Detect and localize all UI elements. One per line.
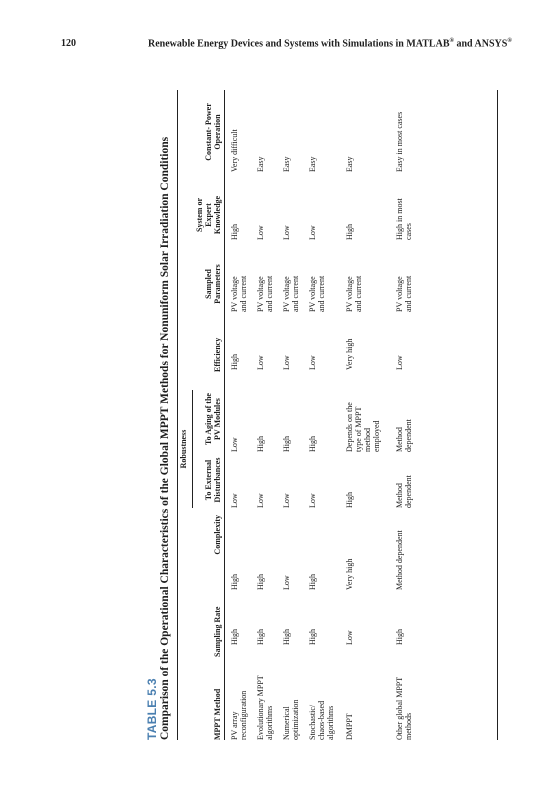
cell-constant-power: Easy (308, 156, 317, 172)
cell-aging: Method dependent (395, 419, 413, 452)
cell-efficiency: High (230, 354, 239, 370)
cell-sampled-parameters: PV voltage and current (395, 275, 413, 312)
cell-expert-knowledge: High (345, 224, 354, 240)
cell-sampling-rate: High (395, 629, 404, 645)
cell-sampled-parameters: PV voltage and current (345, 275, 363, 312)
cell-expert-knowledge: Low (308, 225, 317, 240)
running-head-title: Renewable Energy Devices and Systems with Simulations in MATLAB (148, 38, 450, 50)
cell-expert-knowledge: High (230, 224, 239, 240)
header-mppt-method: MPPT Method (213, 688, 222, 740)
cell-external-disturbances: High (345, 492, 354, 508)
cell-complexity: High (256, 574, 265, 590)
cell-expert-knowledge: Low (256, 225, 265, 240)
cell-efficiency: Very high (345, 338, 354, 370)
cell-aging: Low (230, 437, 239, 452)
cell-sampled-parameters: PV voltage and current (256, 275, 274, 312)
header-efficiency: Efficiency (213, 337, 222, 372)
running-head (148, 38, 512, 50)
header-sampling-rate: Sampling Rate (213, 606, 222, 657)
robustness-rule (192, 390, 193, 508)
cell-expert-knowledge: High in most cases (395, 198, 413, 240)
cell-external-disturbances: Low (230, 493, 239, 508)
bottom-rule (497, 90, 498, 740)
cell-sampling-rate: High (308, 629, 317, 645)
cell-external-disturbances: Low (256, 493, 265, 508)
header-complexity: Complexity (213, 515, 222, 555)
cell-method: Numerical optimization (282, 699, 300, 740)
cell-method: DMPPT (345, 713, 354, 740)
header-aging: To Aging of the PV Modules (204, 393, 222, 445)
cell-sampling-rate: High (230, 629, 239, 645)
cell-aging: High (282, 436, 291, 452)
cell-complexity: Very high (345, 558, 354, 590)
running-head-and: and ANSYS (453, 38, 508, 50)
header-external-disturbances: To External Disturbances (204, 457, 222, 503)
registered-mark: ® (449, 38, 454, 44)
cell-aging: High (256, 436, 265, 452)
cell-aging: High (308, 436, 317, 452)
cell-complexity: High (230, 574, 239, 590)
top-rule (177, 90, 178, 740)
cell-expert-knowledge: Low (282, 225, 291, 240)
cell-sampling-rate: Low (345, 630, 354, 645)
cell-constant-power: Easy (256, 156, 265, 172)
cell-sampling-rate: High (282, 629, 291, 645)
header-constant-power: Constant- Power Operation (204, 103, 222, 161)
cell-constant-power: Easy in most cases (395, 111, 404, 172)
cell-sampled-parameters: PV voltage and current (308, 275, 326, 312)
cell-efficiency: Low (282, 355, 291, 370)
header-rule (224, 90, 225, 740)
page-number: 120 (61, 38, 76, 49)
cell-sampled-parameters: PV voltage and current (230, 275, 248, 312)
cell-method: Other global MPPT methods (395, 676, 413, 740)
robustness-header: Robustness (179, 429, 188, 469)
cell-method: Evolutionary MPPT algorithms (256, 675, 274, 740)
table-label: TABLE 5.3 (145, 678, 159, 740)
cell-constant-power: Very difficult (230, 129, 239, 172)
header-expert-knowledge: System or Expert Knowledge (195, 195, 222, 235)
cell-constant-power: Easy (345, 156, 354, 172)
cell-external-disturbances: Low (282, 493, 291, 508)
cell-efficiency: Low (395, 355, 404, 370)
cell-efficiency: Low (308, 355, 317, 370)
cell-complexity: High (308, 574, 317, 590)
cell-efficiency: Low (256, 355, 265, 370)
header-sampled-parameters: Sampled Parameters (204, 264, 222, 304)
cell-complexity: Method dependent (395, 530, 404, 590)
rotated-table (145, 90, 505, 740)
cell-aging: Depends on the type of MPPT method employed (345, 402, 381, 452)
table-title: Comparison of the Operational Characteristics of the Global MPPT Methods for Nonuniform Solar Irradiation Conditions (159, 136, 171, 740)
cell-method: Stochastic/ chaos-based algorithms (308, 700, 335, 740)
cell-complexity: Low (282, 575, 291, 590)
cell-external-disturbances: Low (308, 493, 317, 508)
cell-constant-power: Easy (282, 156, 291, 172)
cell-method: PV array reconfiguration (230, 690, 248, 740)
cell-sampled-parameters: PV voltage and current (282, 275, 300, 312)
registered-mark: ® (507, 38, 512, 44)
cell-sampling-rate: High (256, 629, 265, 645)
cell-external-disturbances: Method dependent (395, 475, 413, 508)
